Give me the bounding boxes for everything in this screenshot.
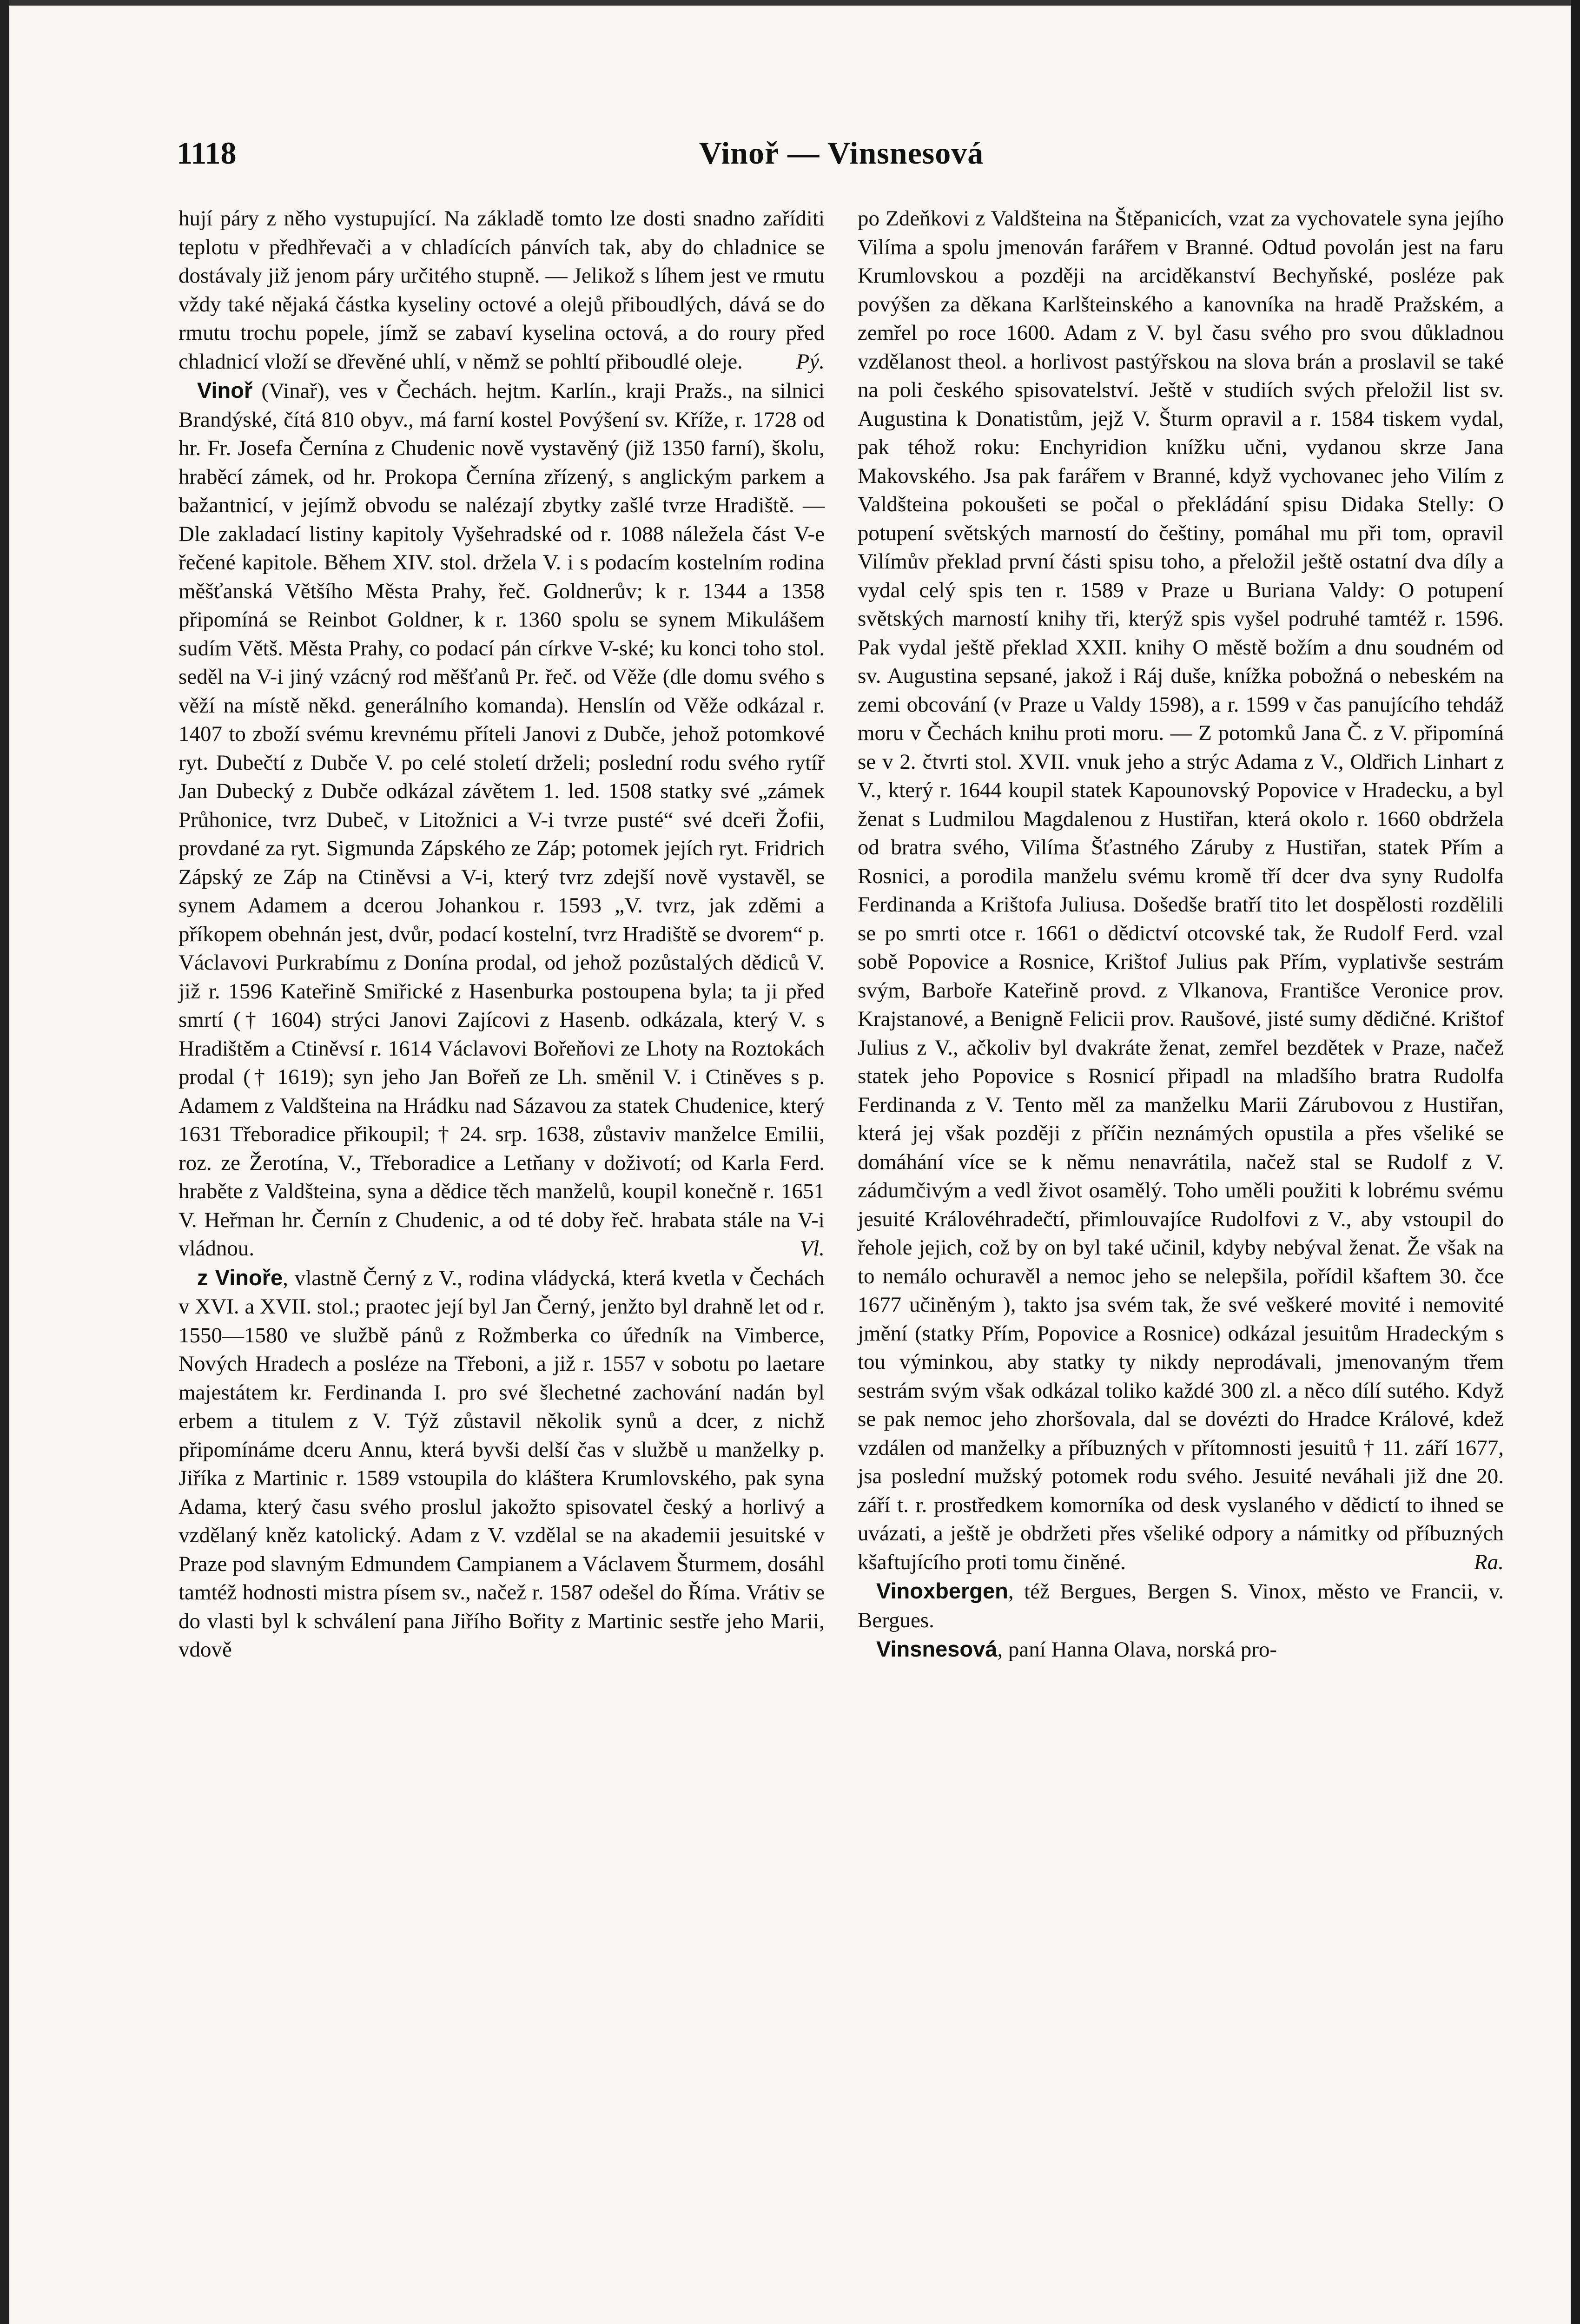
author-signature: Pý.: [796, 349, 825, 374]
entry-text: , vlastně Černý z V., rodina vládycká, která kvetla v Čechách v XVI. a XVII. stol.; praotec její byl Jan Černý, jenžto byl drahně let od r. 1550—1580 ve službě pánů z Rožmberka co úředník na Vimberce, Nových Hradech a posléze na Třeboni, a již r. 1557 v sobotu po laetare majestátem kr. Ferdinanda I. pro své šlechetné zachování nadán byl erbem a titulem z V. Týž zůstavil několik synů a dcer, z nichž připomínáme dceru Annu, která byvši delší čas v službě u manželky p. Jiříka z Martinic r. 1589 vstoupila do kláštera Krumlovského, pak syna Adama, který času svého proslul jakožto spisovatel český a horlivý a vzdělaný kněz katolický. Adam z V. vzdělal se na akademii jesuitské v Praze pod slavným Edmundem Campianem a Václavem Šturmem, dosáhl tamtéž hodnosti mistra písem sv., načež r. 1587 odešel do Říma. Vrátiv se do vlasti byl k schválení pana Jiřího Bořity z Martinic sestře jeho Marii, vdově: [178, 1266, 825, 1662]
entry-continuation: [178, 205, 825, 376]
scan-border-right: [1571, 0, 1580, 2324]
page-header: [177, 135, 1506, 191]
scan-border-top: [0, 0, 1580, 6]
entry-vinoxbergen: [858, 1577, 1504, 1635]
entry-continuation: [858, 205, 1504, 1577]
entry-lemma: Vinoř: [197, 378, 253, 403]
entry-lemma: z Vinoře: [197, 1265, 283, 1290]
entry-vinor-village: [178, 376, 825, 1263]
entry-z-vinore: [178, 1263, 825, 1664]
right-column: [858, 205, 1504, 1664]
entry-text: , též Bergues, Bergen S. Vinox, město ve Francii, v. Bergues.: [858, 1579, 1504, 1632]
entry-lemma: Vinsnesová: [876, 1637, 998, 1661]
entry-text: (Vinař), ves v Čechách. hejtm. Karlín., kraji Pražs., na silnici Brandýské, čítá 810 obyv., má farní kostel Povýšení sv. Kříže, r. 1728 od hr. Fr. Josefa Černína z Chudenic nově vystavěný (již 1350 farní), školu, hraběcí zámek, od hr. Prokopa Černína zřízený, s anglickým parkem a bažantnicí, v jejímž obvodu se nalézají zbytky zašlé tvrze Hradiště. — Dle zakladací listiny kapitoly Vyšehradské od r. 1088 náležela část V-e řečené kapitole. Během XIV. stol. držela V. i s podacím kostelním rodina měšťanská Většího Města Prahy, řeč. Goldnerův; k r. 1344 a 1358 připomíná se Reinbot Goldner, k r. 1360 spolu se synem Mikulášem sudím Větš. Města Prahy, co podací pán církve V-ské; ku konci toho stol. seděl na V-i jiný vzácný rod měšťanů Pr. řeč. od Věže (dle domu svého s věží na místě někd. generálního komanda). Henslín od Věže odkázal r. 1407 to zboží svému krevnému příteli Janovi z Dubče, jehož potomkové ryt. Dubečtí z Dubče V. po celé století drželi; poslední rodu svého rytíř Jan Dubecký z Dubče odkázal závětem 1. led. 1508 statky své „zámek Průhonice, tvrz Dubeč, v Litožnici a V-i tvrze pusté“ své dceři Žofii, provdané za ryt. Sigmunda Zápského ze Záp; potomek jejích ryt. Fridrich Zápský ze Záp na Ctiněvsi a V-i, který tvrz zdejší nově vystavěl, se synem Adamem a dcerou Johankou r. 1593 „V. tvrz, jak zděmi a příkopem obehnán jest, dvůr, podací kostelní, tvrz Hradiště se dvorem“ p. Václavovi Purkrabímu z Donína prodal, od jehož pozůstalých dědiců V. již r. 1596 Kateřině Smiřické z Hasenburka postoupena byla; ta ji před smrtí († 1604) strýci Janovi Zajícovi z Hasenb. odkázala, který V. s Hradištěm a Ctiněvsí r. 1614 Václavovi Bořeňovi ze Lhoty na Roztokách prodal († 1619); syn jeho Jan Bořeň ze Lh. směnil V. i Ctiněves s p. Adamem z Valdšteina na Hrádku nad Sázavou za statek Chudenice, který 1631 Třeboradice přikoupil; † 24. srp. 1638, zůstaviv manželce Emilii, roz. ze Žerotína, V., Třeboradice a Letňany v doživotí; od Karla Ferd. hraběte z Valdšteina, syna a dědice těch manželů, koupil konečně r. 1651 V. Heřman hr. Černín z Chudenic, a od té doby řeč. hrabata stále na V-i vládnou.: [178, 379, 825, 1261]
entry-text: po Zdeňkovi z Valdšteina na Štěpanicích, vzat za vychovatele syna jejího Vilíma a spolu jmenován farářem v Branné. Odtud povolán jest na faru Krumlovskou a později na arciděkanství Bechyňské, posléze pak povýšen za děkana Karlšteinského a kanovníka na hradě Pražském, a zemřel po roce 1600. Adam z V. byl času svého pro svou důkladnou vzdělanost theol. a horlivost pastýřskou na slova brán a proslavil se také na poli českého spisovatelství. Ještě v studiích svých přeložil list sv. Augustina k Donatistům, jejž V. Šturm opravil a r. 1584 tiskem vydal, pak téhož roku: Enchyridion knížku učni, vydanou skrze Jana Makovského. Jsa pak farářem v Branné, když vychovanec jeho Vilím z Valdšteina pokoušeti se počal o překládání spisu Didaka Stelly: O potupení světských marností do češtiny, pomáhal mu při tom, opravil Vilímův překlad první části spisu toho, a přeložil ještě ostatní dva díly a vydal celý spis ten r. 1589 v Praze u Buriana Valdy: O potupení světských marností knihy tři, kterýž spis vyšel podruhé tamtéž r. 1596. Pak vydal ještě překlad XXII. knihy O městě božím a dnu soudném od sv. Augustina sepsané, jakož i Ráj duše, knížka pobožná o nebeském na zemi obcování (v Praze u Valdy 1598), a r. 1599 v čas panujícího tehdáž moru v Čechách knihu proti moru. — Z potomků Jana Č. z V. připomíná se v 2. čtvrti stol. XVII. vnuk jeho a strýc Adama z V., Oldřich Linhart z V., který r. 1644 koupil statek Kapounovský Popovice v Hradecku, a byl ženat s Ludmilou Magdalenou z Hustiřan, která okolo r. 1660 obdržela od bratra svého, Vilíma Šťastného Záruby z Hustiřan, statek Přím a Rosnici, a porodila manželu svému kromě tří dcer dva syny Rudolfa Ferdinanda a Krištofa Juliusa. Došedše bratří tito let dospělosti rozdělili se po smrti otce r. 1661 o dědictví otcovské tak, že Rudolf Ferd. vzal sobě Popovice a Rosnice, Krištof Julius pak Přím, vyplativše sestrám svým, Barboře Kateřině provd. z Vlkanova, Františce Veronice prov. Krajstanové, a Benigně Felicii prov. Raušové, jisté sumy dědičné. Krištof Julius z V., ačkoliv byl dvakráte ženat, zemřel bezdětek v Praze, načež statek jeho Popovice s Rosnicí připadl na mladšího bratra Rudolfa Ferdinanda z V. Tento měl za manželku Marii Zárubovou z Hustiřan, která jej však později z příčin neznámých opustila a přes všeliké se domáhání více se k němu nenavrátila, načež stal se Rudolf z V. zádumčivým a vedl život osamělý. Toho uměli použiti k lobrému svému jesuité Královéhradečtí, přimlouvajíce Rudolfovi z V., aby vstoupil do řehole jejich, což by on byl také učinil, kdyby nebýval ženat. Že však na to nemálo ochuravěl a nemoc jeho se nelepšila, pořídil kšaftem 30. čce 1677 učiněným ), takto jsa svém tak, že své veškeré movité i nemovité jmění (statky Přím, Popovice a Rosnice) odkázal jesuitům Hradeckým s tou výminkou, aby statky ty nikdy neprodávali, jmenovaným třem sestrám svým však odkázal toliko každé 300 zl. a něco dílí sutého. Když se pak nemoc jeho zhoršovala, dal se dovézti do Hradce Králové, kdež vzdálen od manželky a příbuzných v přítomnosti jesuitů † 11. září 1677, jsa poslední mužský potomek rodu svého. Jesuité neváhali již dne 20. září t. r. prostředkem komorníka od desk vyslaného v dědictí to ihned se uvázati, a ještě je obdržeti přes všeliké odpory a námitky od příbuzných kšaftujícího proti tomu činěné.: [858, 206, 1504, 1574]
left-column: [178, 205, 825, 1664]
running-head: Vinoř — Vinsnesová: [699, 135, 984, 171]
author-signature: Vl.: [800, 1236, 825, 1261]
author-signature: Ra.: [1474, 1550, 1504, 1574]
entry-text: , paní Hanna Olava, norská pro-: [997, 1637, 1277, 1662]
entry-text: hují páry z něho vystupující. Na základě tomto lze dosti snadno zaříditi teplotu v předhřevači a v chladících pánvích tak, aby do chladnice se dostávaly již jenom páry určitého stupně. — Jelikož s líhem jest ve rmutu vždy také nějaká částka kyseliny octové a olejů přiboudlých, dává se do rmutu trochu popele, jímž se zabaví kyselina octová, a do roury před chladnicí vloží se dřevěné uhlí, v němž se pohltí přiboudlé oleje.: [178, 206, 825, 374]
page-number: 1118: [177, 135, 237, 171]
entry-lemma: Vinoxbergen: [876, 1578, 1008, 1603]
scan-border-left: [0, 0, 9, 2324]
entry-vinsnesova: [858, 1635, 1504, 1664]
